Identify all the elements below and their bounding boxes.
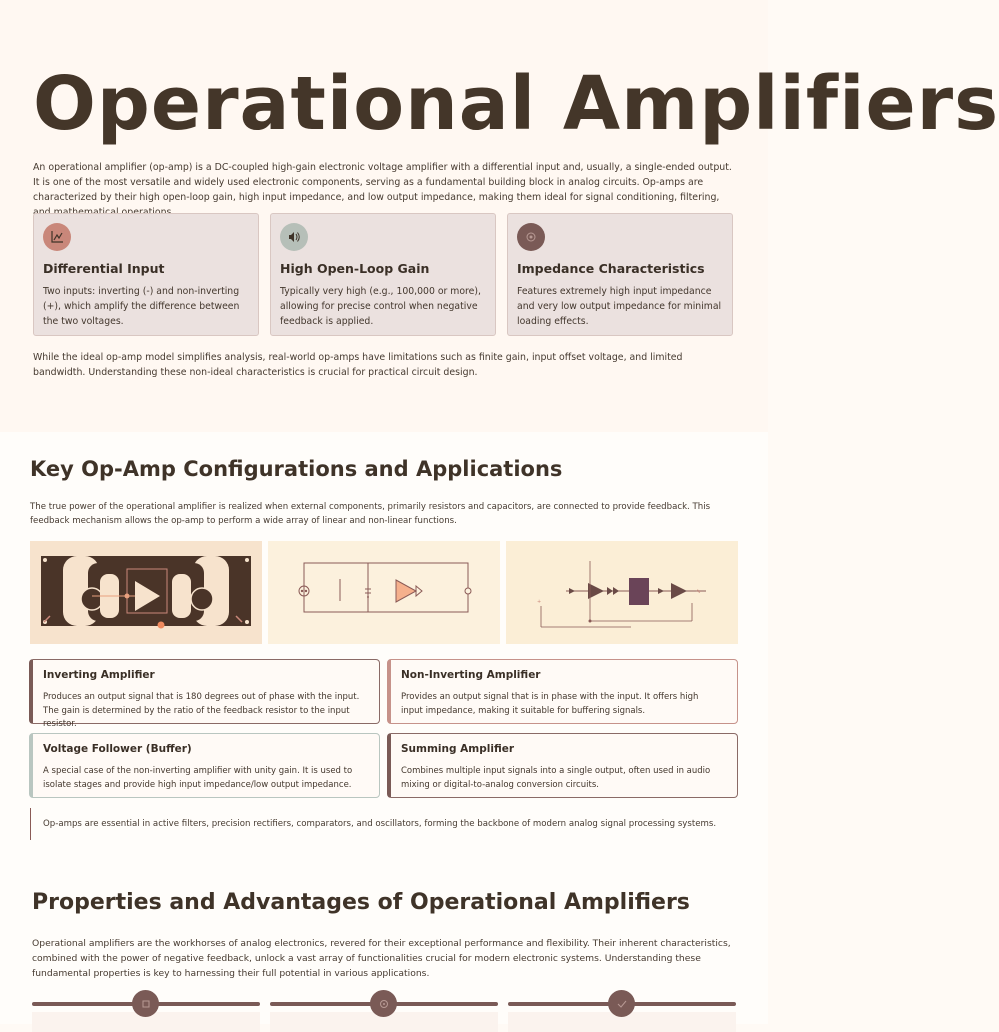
feature-title: High Open-Loop Gain xyxy=(280,261,430,276)
property-column xyxy=(508,988,736,1024)
feature-card-impedance xyxy=(507,213,733,336)
chip-icon xyxy=(132,990,159,1017)
config-card-inverting xyxy=(29,659,380,729)
schematic-illustration xyxy=(268,541,500,644)
config-text: Combines multiple input signals into a single output, often used in audio mixing or digital-to-analog conversion circuits. xyxy=(401,766,711,790)
hero-section xyxy=(0,0,999,432)
section-intro: The true power of the operational amplifier is realized when external components, primarily resistors and capacitors, are connected to provide feedback. This feedback mechanism allows the op-amp to perform a wide array of linear and non-linear functions. xyxy=(30,502,711,526)
opamp-chip-illustration xyxy=(30,541,262,644)
section-intro: Operational amplifiers are the workhorses of analog electronics, revered for their exceptional performance and flexibility. Their inherent characteristics, combined with the power of negative feedback, unlock a vast array of functionalities crucial for modern electronic systems. Understanding these fundamental properties is key to harnessing their full potential in various applications. xyxy=(32,938,731,979)
config-title: Non-Inverting Amplifier xyxy=(401,669,541,681)
intro-paragraph: An operational amplifier (op-amp) is a DC-coupled high-gain electronic voltage amplifier with a differential input and, usually, a single-ended output. It is one of the most versatile and widely used electronic components, serving as a fundamental building block in analog circuits. Op-amps are characterized by their high open-loop gain, high input impedance, and low output impedance, making them ideal for signal conditioning, filtering, xyxy=(33,162,732,203)
config-title: Summing Amplifier xyxy=(401,743,515,755)
configurations-section xyxy=(0,432,768,856)
property-column xyxy=(270,988,498,1024)
section-title: Key Op-Amp Configurations and Applications xyxy=(30,457,563,481)
feature-text: Two inputs: inverting (-) and non-inverting (+), which amplify the difference between the two voltages. xyxy=(43,286,240,327)
gear-icon xyxy=(370,990,397,1017)
config-card-voltage-follower xyxy=(29,733,380,798)
config-card-non-inverting xyxy=(387,659,738,724)
limitations-note: While the ideal op-amp model simplifies analysis, real-world op-amps have limitations such as finite gain, input offset voltage, and limited bandwidth. Understanding these non-ideal characteristics is crucial for practical circuit design. xyxy=(33,352,683,378)
signal-chain-illustration xyxy=(506,541,738,644)
property-column xyxy=(32,988,260,1024)
config-text: Produces an output signal that is 180 degrees out of phase with the input. The gain is determined by the ratio of the feedback resistor to the input resistor. xyxy=(43,692,360,729)
config-text: Provides an output signal that is in phase with the input. It offers high input impedance, making it suitable for buffering signals. xyxy=(401,692,699,716)
config-card-summing xyxy=(387,733,738,798)
circuit-icon xyxy=(517,223,545,251)
section-title: Properties and Advantages of Operational Amplifiers xyxy=(32,890,690,915)
svg-text:+: + xyxy=(537,599,542,605)
applications-note: Op-amps are essential in active filters, precision rectifiers, comparators, and oscillators, forming the backbone of modern analog signal processing systems. xyxy=(30,808,730,840)
feature-card-differential-input xyxy=(33,213,259,336)
config-title: Inverting Amplifier xyxy=(43,669,155,681)
check-icon xyxy=(608,990,635,1017)
feature-text: Features extremely high input impedance and very low output impedance for minimal loading effects. xyxy=(517,286,722,327)
config-text: A special case of the non-inverting amplifier with unity gain. It is used to isolate stages and provide high input impedance/low output impedance. xyxy=(43,766,353,790)
chart-icon xyxy=(43,223,71,251)
page-title: Operational Amplifiers xyxy=(33,61,999,147)
feature-title: Differential Input xyxy=(43,261,165,276)
feature-title: Impedance Characteristics xyxy=(517,261,705,276)
svg-text:∿: ∿ xyxy=(696,588,702,595)
speaker-icon xyxy=(280,223,308,251)
feature-card-high-gain xyxy=(270,213,496,336)
feature-text: Typically very high (e.g., 100,000 or more), allowing for precise control when negative feedback is applied. xyxy=(280,286,481,327)
properties-section xyxy=(0,856,768,1024)
config-title: Voltage Follower (Buffer) xyxy=(43,743,192,755)
